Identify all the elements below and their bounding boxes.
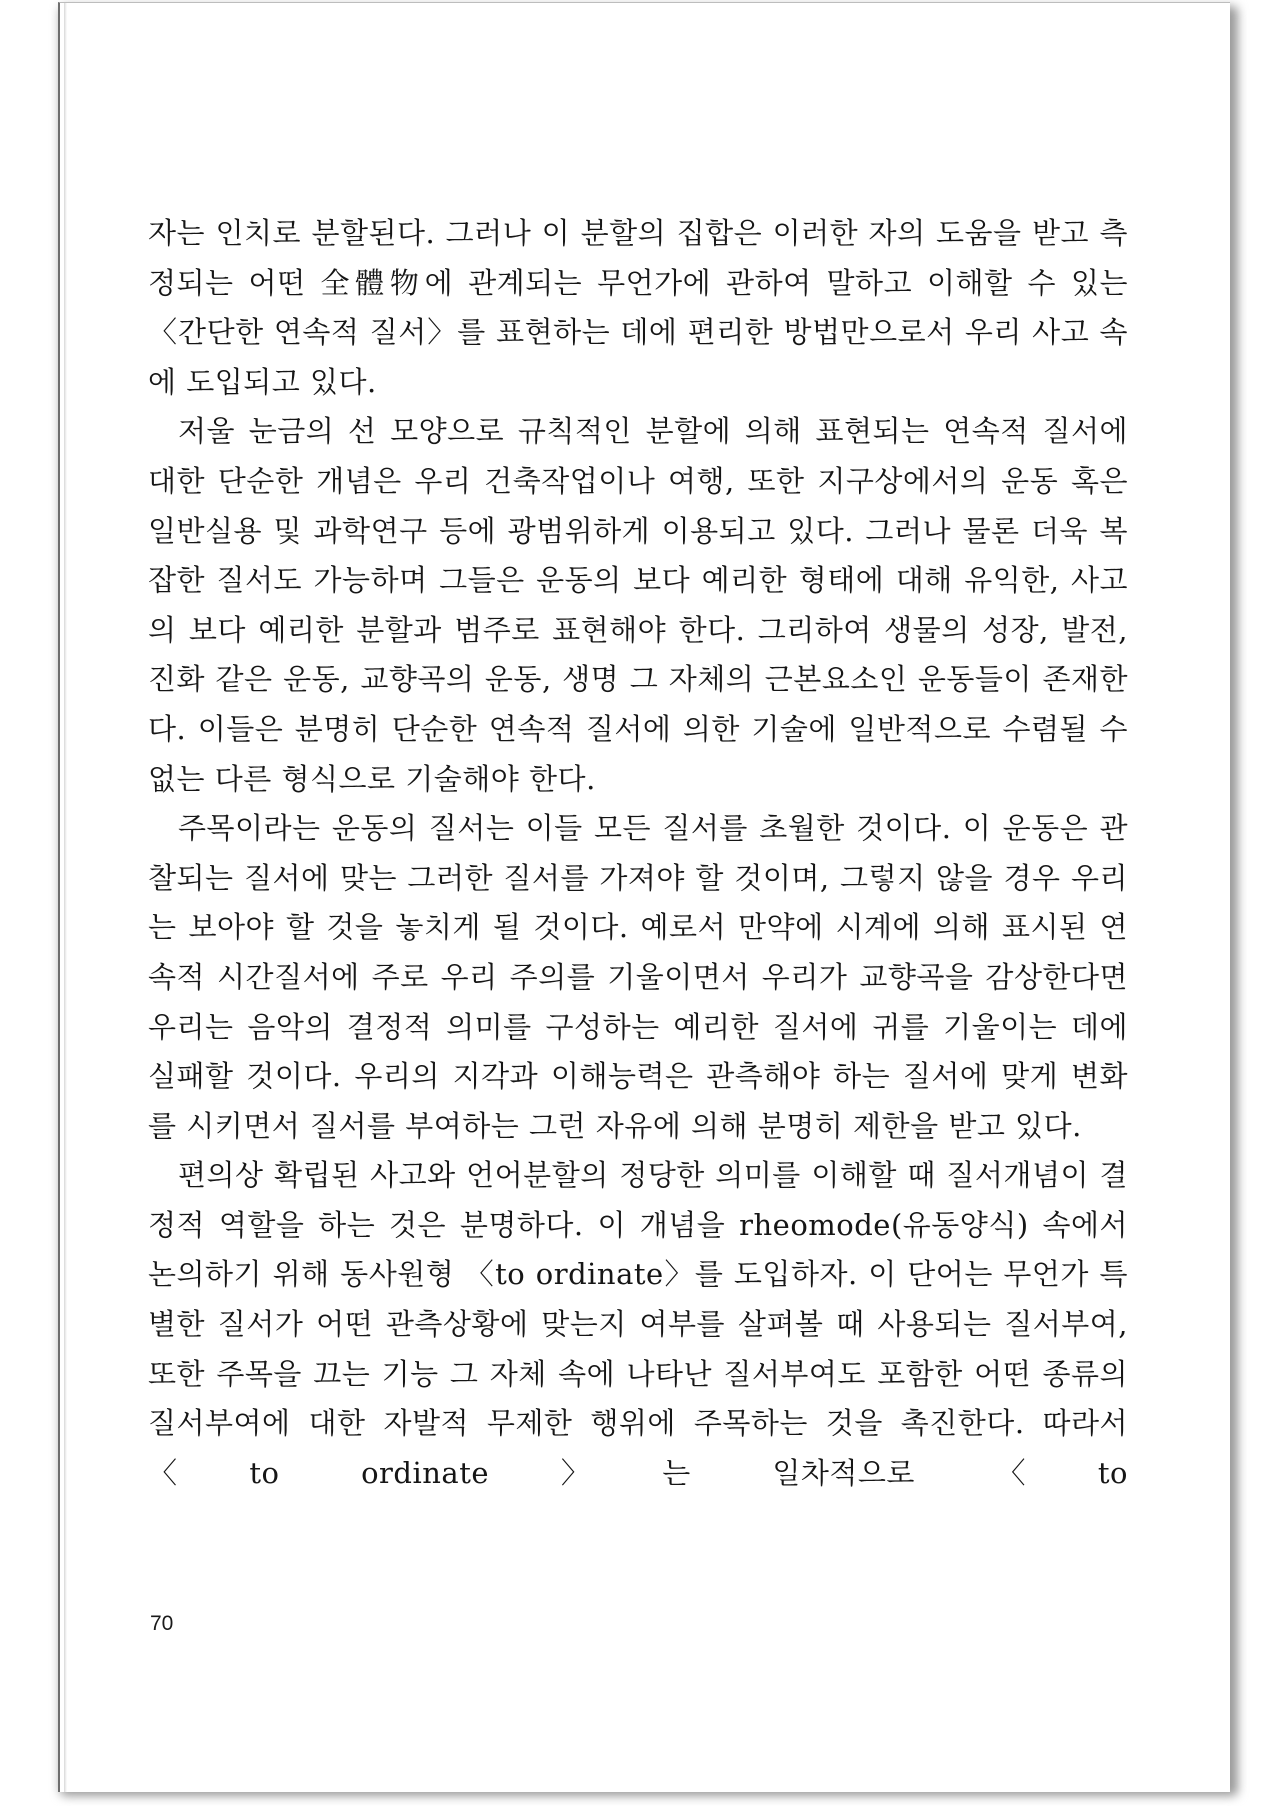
paragraph-3: 주목이라는 운동의 질서는 이들 모든 질서를 초월한 것이다. 이 운동은 관찰되는 질서에 맞는 그러한 질서를 가져야 할 것이며, 그렇지 않을 경우 우리는 보아야 할 것을 놓치게 될 것이다. 예로서 만약에 시계에 의해 표시된 연속적 시간질서에 주로 우리 주의를 기울이면서 우리가 교향곡을 감상한다면 우리는 음악의 결정적 의미를 구성하는 예리한 질서에 귀를 기울이는 데에 실패할 것이다. 우리의 지각과 이해능력은 관측해야 하는 질서에 맞게 변화를 시키면서 질서를 부여하는 그런 자유에 의해 분명히 제한을 받고 있다. [148, 811, 1128, 1143]
paragraph-2: 저울 눈금의 선 모양으로 규칙적인 분할에 의해 표현되는 연속적 질서에 대한 단순한 개념은 우리 건축작업이나 여행, 또한 지구상에서의 운동 혹은 일반실용 및 과학연구 등에 광범위하게 이용되고 있다. 그러나 물론 더욱 복잡한 질서도 가능하며 그들은 운동의 보다 예리한 형태에 대해 유익한, 사고의 보다 예리한 분할과 범주로 표현해야 한다. 그리하여 생물의 성장, 발전, 진화 같은 운동, 교향곡의 운동, 생명 그 자체의 근본요소인 운동들이 존재한다. 이들은 분명히 단순한 연속적 질서에 의한 기술에 일반적으로 수렴될 수 없는 다른 형식으로 기술해야 한다. [148, 414, 1128, 796]
paragraph-1: 자는 인치로 분할된다. 그러나 이 분할의 집합은 이러한 자의 도움을 받고 측정되는 어떤 全體物에 관계되는 무언가에 관하여 말하고 이해할 수 있는 〈간단한 연속적 질서〉를 표현하는 데에 편리한 방법만으로서 우리 사고 속에 도입되고 있다. [148, 216, 1128, 399]
page-body [148, 209, 1128, 1498]
page-number: 70 [150, 1612, 174, 1635]
paragraph-4: 편의상 확립된 사고와 언어분할의 정당한 의미를 이해할 때 질서개념이 결정적 역할을 하는 것은 분명하다. 이 개념을 rheomode(유동양식) 속에서 논의하기 위해 동사원형 〈to ordinate〉를 도입하자. 이 단어는 무언가 특별한 질서가 어떤 관측상황에 맞는지 여부를 살펴볼 때 사용되는 질서부여, 또한 주목을 끄는 기능 그 자체 속에 나타난 질서부여도 포함한 어떤 종류의 질서부여에 대한 자발적 무제한 행위에 주목하는 것을 촉진한다. 따라서 〈to ordinate〉는 일차적으로 〈to [148, 1158, 1128, 1490]
